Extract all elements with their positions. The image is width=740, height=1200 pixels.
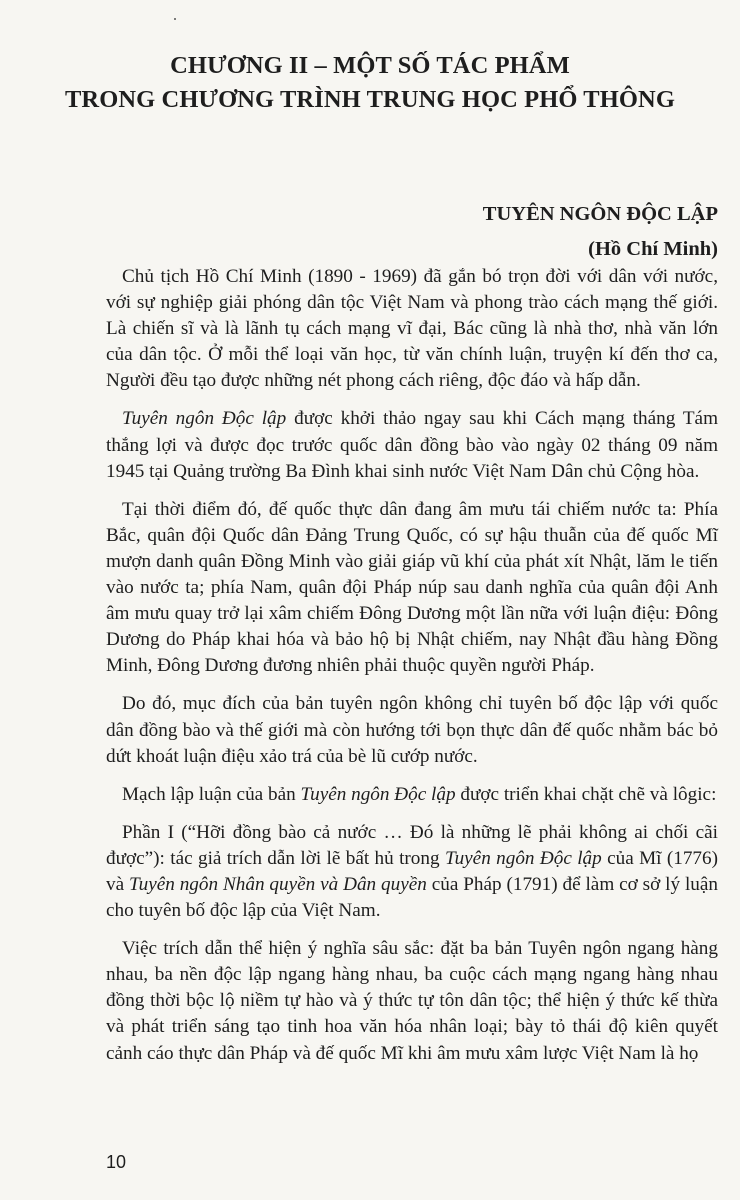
paragraph-3: Tại thời điểm đó, đế quốc thực dân đang âm mưu tái chiếm nước ta: Phía Bắc, quân đội Quốc dân Đảng Trung Quốc, có sự hậu thuẫn của đế quốc Mĩ mượn danh quân Đồng Minh vào giải giáp vũ khí của phát xít Nhật, lăm le tiến vào nước ta; phía Nam, quân đội Pháp núp sau danh nghĩa của quân đội Anh âm mưu quay trở lại xâm chiếm Đông Dương một lần nữa với luận điệu: Đông Dương do Pháp khai hóa và bảo hộ bị Nhật chiếm, nay Nhật đầu hàng Đồng Minh, Đông Dương đương nhiên phải thuộc quyền người Pháp. [106,498,718,677]
work-author: (Hồ Chí Minh) [588,238,718,260]
italic-title: Tuyên ngôn Độc lập [122,408,287,430]
paragraph-7: Việc trích dẫn thể hiện ý nghĩa sâu sắc: đặt ba bản Tuyên ngôn ngang hàng nhau, ba nền độc lập ngang hàng nhau, ba cuộc cách mạng ngang hàng nhau đồng thời bộc lộ niềm tự hào và ý thức tự tôn dân tộc; thể hiện ý thức kế thừa và phát triển sáng tạo tinh hoa văn hóa nhân loại; bày tỏ thái độ kiên quyết cảnh cáo thực dân Pháp và đế quốc Mĩ khi âm mưu xâm lược Việt Nam là họ [106,938,718,1064]
paragraph-6-text-a: Phần I (“Hỡi đồng bào cả nước … Đó là những lẽ phải không ai chối cãi được”): tác giả trích dẫn lời lẽ bất hủ trong [106,821,718,869]
work-title: TUYÊN NGÔN ĐỘC LẬP [482,203,718,225]
italic-title: Tuyên ngôn Độc lập [444,847,602,869]
paragraph-5-text-b: được triển khai chặt chẽ và lôgic: [455,783,717,805]
body-text [106,264,718,1079]
chapter-title-line-1: CHƯƠNG II – MỘT SỐ TÁC PHẨM [170,52,570,79]
paragraph-5 [106,782,718,808]
print-speck [174,18,176,20]
paragraph-5-text-a: Mạch lập luận của bản [122,783,301,805]
italic-title: Tuyên ngôn Độc lập [300,783,456,805]
paragraph-4: Do đó, mục đích của bản tuyên ngôn không chỉ tuyên bố độc lập với quốc dân đồng bào và thế giới mà còn hướng tới bọn thực dân đế quốc nhằm bác bỏ dứt khoát luận điệu xảo trá của bè lũ cướp nước. [106,693,718,767]
paragraph-6-text-c: của Pháp (1791) để làm cơ sở lý luận cho tuyên bố độc lập của Việt Nam. [106,873,718,922]
page-number: 10 [106,1152,127,1172]
chapter-title-line-2: TRONG CHƯƠNG TRÌNH TRUNG HỌC PHỔ THÔNG [64,86,675,113]
italic-title: Tuyên ngôn Nhân quyền và Dân quyền [129,873,427,895]
paragraph-1: Chủ tịch Hồ Chí Minh (1890 - 1969) đã gắn bó trọn đời với dân với nước, với sự nghiệp giải phóng dân tộc Việt Nam và phong trào cách mạng thế giới. Là chiến sĩ và là lãnh tụ cách mạng vĩ đại, Bác cũng là nhà thơ, nhà văn lớn của dân tộc. Ở mỗi thể loại văn học, từ văn chính luận, truyện kí đến thơ ca, Người đều tạo được những nét phong cách riêng, độc đáo và hấp dẫn. [106,266,718,392]
paragraph-2-text: được khởi thảo ngay sau khi Cách mạng tháng Tám thắng lợi và được đọc trước quốc dân đồng bào vào ngày 02 tháng 09 năm 1945 tại Quảng trường Ba Đình khai sinh nước Việt Nam Dân chủ Cộng hòa. [106,408,718,482]
paragraph-6 [106,820,718,924]
paragraph-2 [106,406,718,484]
paragraph-6-text-b: của Mĩ (1776) và [106,847,718,895]
